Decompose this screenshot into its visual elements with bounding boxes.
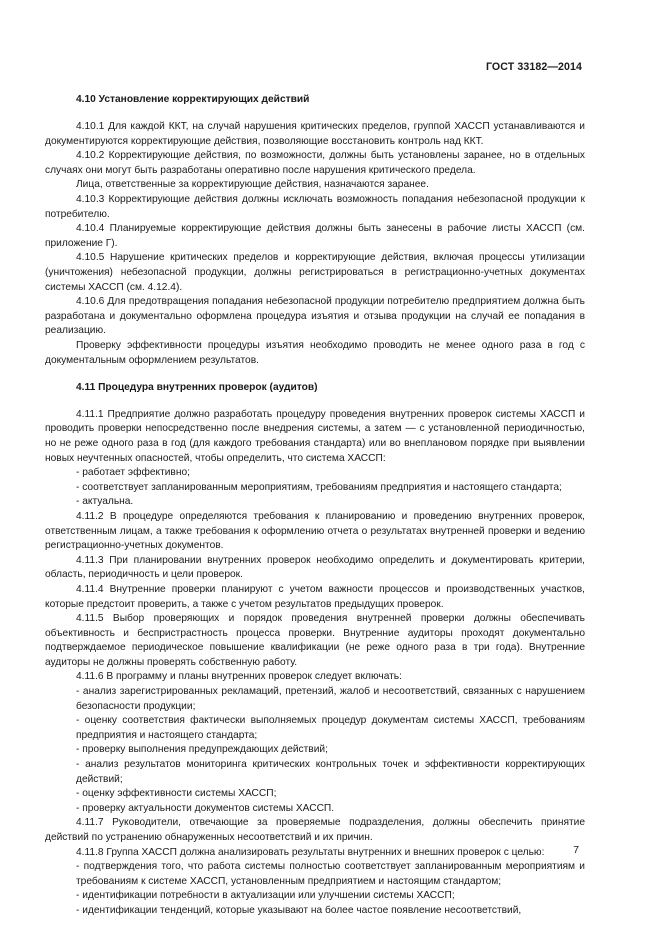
list-item: - проверку выполнения предупреждающих действий; xyxy=(76,744,328,756)
list-item: - проверку актуальности документов системы ХАССП. xyxy=(76,802,335,814)
list-item: - подтверждения того, что работа системы полностью соответствует запланированным мероприятиям и требованиям к системе ХАССП, установленным предприятием и настоящим стандартом; xyxy=(76,861,585,887)
list-item: - идентификации потребности в актуализации или улучшении системы ХАССП; xyxy=(76,890,455,902)
paragraph-4-10-2: 4.10.2 Корректирующие действия, по возможности, должны быть установлены заранее, но в отдельных случаях они могут быть разработаны оперативно после нарушения критического предела. xyxy=(45,150,585,176)
standard-header: ГОСТ 33182—2014 xyxy=(485,61,582,73)
list-item: - оценку соответствия фактически выполняемых процедур документам системы ХАССП, требованиям предприятия и настоящего стандарта; xyxy=(76,715,585,741)
paragraph-4-11-3: 4.11.3 При планировании внутренних проверок необходимо определить и документировать критерии, область, периодичность и цели проверок. xyxy=(45,554,585,581)
paragraph-4-10-6: 4.10.6 Для предотвращения попадания небезопасной продукции потребителю предприятием должна быть разработана и документально оформлена процедура изъятия и отзыва продукции на случай ее попадания в реализацию. xyxy=(45,296,585,337)
paragraph-4-11-5: 4.11.5 Выбор проверяющих и порядок проведения внутренней проверки должны обеспечивать объективность и беспристрастность процесса проверки. Внутренние аудиторы проходят документально подтверждаемое периодическое повышение квалификации (не реже одного раза в три года). Внутренние аудиторы не должны проверять собственную работу. xyxy=(45,613,585,668)
list-item: - идентификации тенденций, которые указывают на более частое появление несоответствий, xyxy=(76,904,522,916)
page-content xyxy=(45,93,585,919)
paragraph-4-11-7: 4.11.7 Руководители, отвечающие за проверяемые подразделения, должны обеспечить принятие действий по устранению обнаруженных несоответствий и их причин. xyxy=(45,817,585,843)
paragraph-responsible-persons: Лица, ответственные за корректирующие действия, назначаются заранее. xyxy=(76,179,429,191)
paragraph-4-11-1: 4.11.1 Предприятие должно разработать процедуру проведения внутренних проверок системы ХАССП и проводить проверки непосредственно после внедрения системы, а затем — с установленной периодичностью, но не реже одного раза в год (для каждого требования стандарта) или во внеплановом порядке при выявлении новых неучтенных опасностей, чтобы определить, что система ХАССП: xyxy=(45,408,585,464)
list-item: - оценку эффективности системы ХАССП; xyxy=(76,788,277,800)
paragraph-4-10-3: 4.10.3 Корректирующие действия должны исключать возможность попадания небезопасной продукции к потребителю. xyxy=(45,194,585,220)
section-title-4-10: 4.10 Установление корректирующих действий xyxy=(76,94,310,105)
list-item: - актуальна. xyxy=(76,496,134,508)
paragraph-4-10-4: 4.10.4 Планируемые корректирующие действия должны быть занесены в рабочие листы ХАССП (см. приложение Г). xyxy=(45,223,585,249)
paragraph-4-10-5: 4.10.5 Нарушение критических пределов и корректирующие действия, включая процессы утилизации (уничтожения) небезопасной продукции, должны регистрироваться в регистрационно-учетных документах системы ХАССП (см. 4.12.4). xyxy=(45,252,585,293)
paragraph-4-11-6: 4.11.6 В программу и планы внутренних проверок следует включать: xyxy=(76,671,402,683)
paragraph-4-10-1: 4.10.1 Для каждой ККТ, на случай нарушения критических пределов, группой ХАССП устанавливаются и документируются корректирующие действия, позволяющие восстановить контроль над ККТ. xyxy=(45,121,585,147)
paragraph-efficiency-check: Проверку эффективности процедуры изъятия необходимо проводить не менее одного раза в год с документальным оформлением результатов. xyxy=(45,340,585,366)
list-item: - анализ результатов мониторинга критических контрольных точек и эффективности корректирующих действий; xyxy=(76,759,585,785)
page-number: 7 xyxy=(573,845,579,856)
section-title-4-11: 4.11 Процедура внутренних проверок (аудитов) xyxy=(76,381,318,393)
list-item: - работает эффективно; xyxy=(76,467,190,479)
paragraph-4-11-8: 4.11.8 Группа ХАССП должна анализировать результаты внутренних и внешних проверок с целью: xyxy=(76,846,545,858)
list-item: - анализ зарегистрированных рекламаций, претензий, жалоб и несоответствий, связанных с нарушением безопасности продукции; xyxy=(76,686,585,712)
paragraph-4-11-4: 4.11.4 Внутренние проверки планируют с учетом важности процессов и производственных участков, которые предстоит проверить, а также с учетом результатов предыдущих проверок. xyxy=(45,583,585,610)
list-item: - соответствует запланированным мероприятиям, требованиям предприятия и настоящего стандарта; xyxy=(76,481,562,493)
paragraph-4-11-2: 4.11.2 В процедуре определяются требования к планированию и проведению внутренних проверок, ответственным лицам, а также требования к оформлению отчета о результатах внутренней проверки и ведению регистрационно-учетных документов. xyxy=(45,510,585,552)
